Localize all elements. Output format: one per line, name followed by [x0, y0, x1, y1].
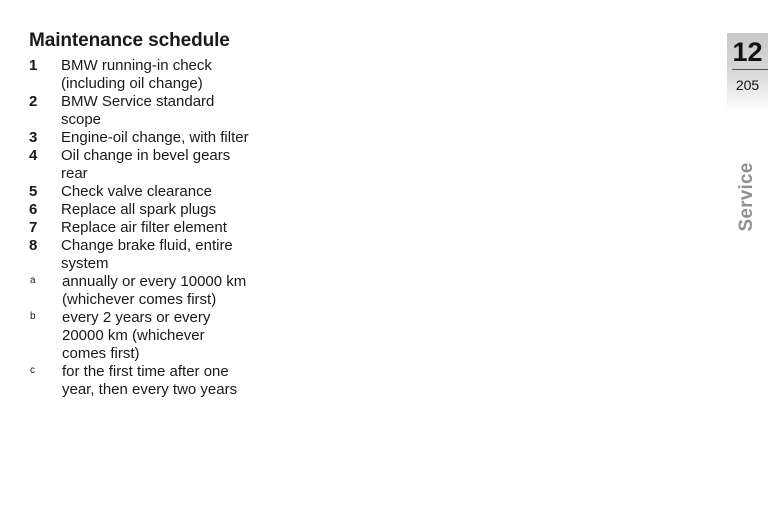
item-number: 3 — [29, 129, 38, 146]
main-content — [29, 30, 359, 399]
section-label-text: Service — [736, 162, 757, 232]
list-item — [29, 183, 359, 201]
item-text: Change brake fluid, entire system — [61, 237, 233, 272]
list-item — [29, 237, 359, 273]
footnote-marker: a — [30, 275, 36, 286]
section-label — [733, 161, 761, 233]
page-title: Maintenance schedule — [29, 30, 230, 51]
item-number: 2 — [29, 93, 38, 110]
item-number: 6 — [29, 201, 38, 218]
chapter-divider — [732, 69, 768, 70]
list-item — [29, 147, 359, 183]
item-number: 5 — [29, 183, 38, 200]
item-text: BMW running-in check (including oil change) — [61, 57, 212, 92]
chapter-sidebar — [727, 33, 768, 523]
chapter-number: 12 — [732, 37, 763, 67]
page-number: 205 — [735, 77, 760, 93]
list-item — [29, 129, 359, 147]
item-text: Check valve clearance — [61, 183, 212, 200]
item-text: Replace all spark plugs — [61, 201, 217, 218]
footnote-text: for the first time after one year, then every two years — [62, 363, 238, 398]
schedule-list — [29, 57, 359, 399]
list-item — [29, 219, 359, 237]
item-text: Replace air filter element — [61, 219, 227, 236]
chapter-tab — [727, 33, 768, 111]
list-item — [29, 93, 359, 129]
item-number: 4 — [29, 147, 38, 164]
item-text: BMW Service standard scope — [61, 93, 215, 128]
footnote-text: every 2 years or every 20000 km (whichever comes first) — [62, 309, 211, 362]
item-number: 8 — [29, 237, 38, 254]
item-number: 1 — [29, 57, 38, 74]
footnote-marker: b — [30, 311, 36, 322]
list-item — [29, 57, 359, 93]
item-text: Engine-oil change, with filter — [61, 129, 249, 146]
list-item — [29, 201, 359, 219]
footnote-item — [29, 309, 359, 363]
footnote-item — [29, 273, 359, 309]
footnote-item — [29, 363, 359, 399]
footnote-text: annually or every 10000 km (whichever comes first) — [62, 273, 247, 308]
item-number: 7 — [29, 219, 38, 236]
item-text: Oil change in bevel gears rear — [61, 147, 231, 182]
footnote-marker: c — [30, 365, 35, 376]
